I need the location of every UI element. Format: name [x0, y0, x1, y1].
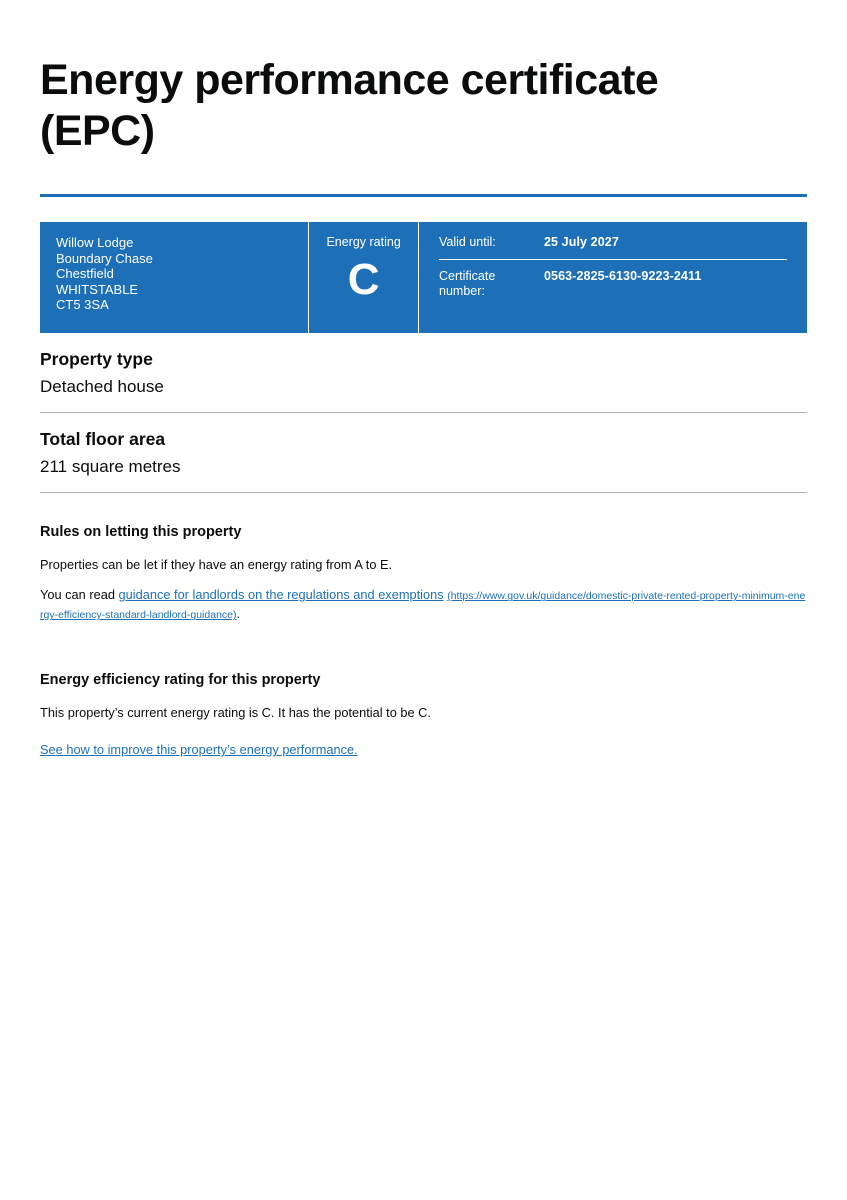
valid-until-label: Valid until:	[439, 235, 496, 250]
fact-property-type	[40, 333, 807, 398]
section-letting-rules	[40, 493, 807, 624]
guidance-suffix: .	[236, 606, 241, 622]
certificate-number-row	[439, 269, 787, 299]
efficiency-heading: Energy efficiency rating for this property	[40, 672, 321, 689]
certificate-meta	[419, 222, 807, 333]
letting-rules-guidance	[40, 586, 807, 624]
address-line-1: Willow Lodge	[56, 235, 134, 251]
meta-divider	[439, 259, 787, 260]
fact-heading: Total floor area	[40, 429, 166, 450]
address-line-2: Boundary Chase	[56, 250, 153, 266]
energy-rating-label: Energy rating	[326, 235, 401, 250]
section-spacer	[40, 637, 807, 663]
address-postcode: CT5 3SA	[56, 297, 109, 313]
fact-value: 211 square metres	[40, 457, 181, 477]
efficiency-paragraph: This property’s current energy rating is C. It has the potential to be C.	[40, 705, 431, 721]
section-energy-efficiency	[40, 663, 807, 758]
energy-rating-block	[309, 222, 419, 333]
page-title: Energy performance certificate (EPC)	[40, 56, 659, 155]
letting-rules-heading: Rules on letting this property	[40, 524, 242, 541]
address-line-4: WHITSTABLE	[56, 281, 139, 297]
energy-rating-letter: C	[347, 255, 380, 305]
valid-until-row	[439, 235, 787, 250]
valid-until-value: 25 July 2027	[544, 235, 619, 250]
certificate-summary-band	[40, 222, 807, 333]
fact-value: Detached house	[40, 377, 164, 397]
certificate-number-value: 0563-2825-6130-9223-2411	[544, 269, 702, 284]
certificate-number-label: Certificate number:	[439, 269, 496, 299]
fact-heading: Property type	[40, 349, 153, 370]
landlord-guidance-url[interactable]: (https://www.gov.uk/guidance/domestic-private-rented-property-minimum-energy-efficiency-standard-landlord-guidance)	[40, 590, 806, 622]
address-line-3: Chestfield	[56, 266, 114, 282]
improve-link-wrapper	[40, 741, 807, 758]
improve-energy-performance-link[interactable]: See how to improve this property’s energy performance.	[40, 742, 358, 758]
title-divider	[40, 194, 807, 197]
landlord-guidance-link[interactable]: guidance for landlords on the regulations and exemptions	[118, 587, 444, 603]
guidance-prefix: You can read	[40, 587, 119, 603]
letting-rules-paragraph: Properties can be let if they have an energy rating from A to E.	[40, 557, 393, 573]
fact-total-floor-area	[40, 413, 807, 478]
property-address	[40, 222, 309, 333]
